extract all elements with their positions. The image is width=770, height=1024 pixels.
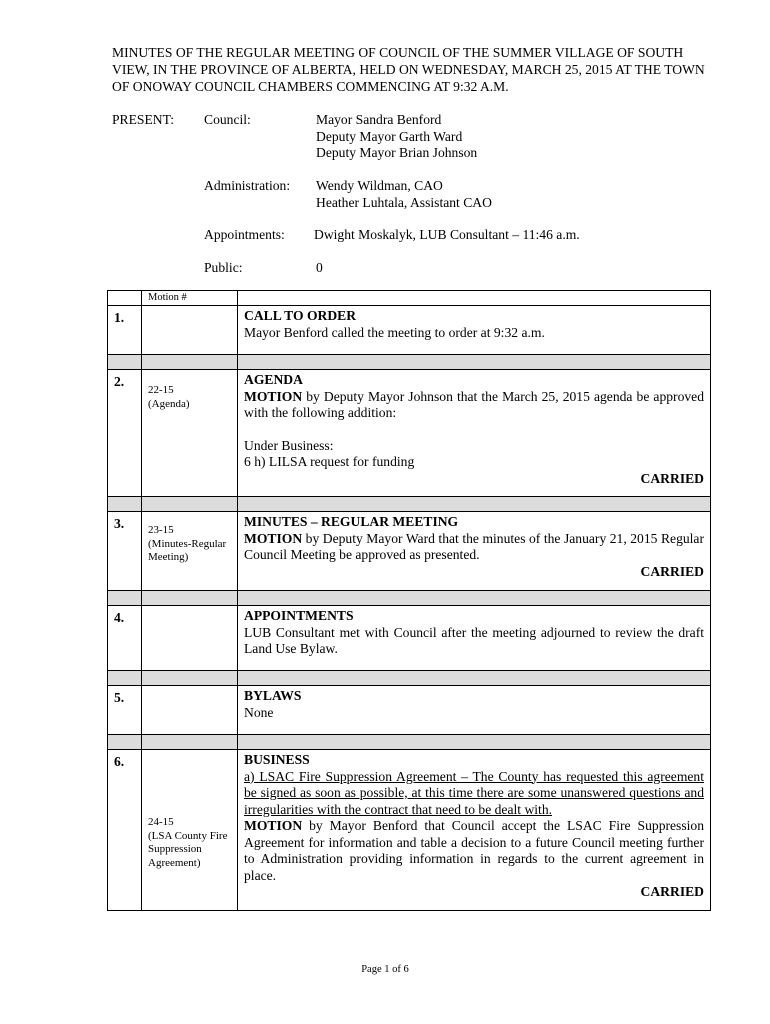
carried-label: CARRIED: [640, 563, 704, 579]
separator-row: [108, 735, 711, 750]
admin-list: [316, 178, 492, 211]
motion-word: MOTION: [244, 388, 303, 404]
motion-text: by Deputy Mayor Johnson that the March 25, 2015 agenda be approved with the following addition:: [244, 388, 704, 420]
council-member: Deputy Mayor Brian Johnson: [316, 145, 478, 160]
separator-row: [108, 355, 711, 370]
item-heading: BUSINESS: [244, 752, 310, 767]
agenda-item-row: [108, 686, 711, 735]
item-heading: APPOINTMENTS: [244, 608, 354, 623]
appointments-value: Dwight Moskalyk, LUB Consultant – 11:46 a.m.: [314, 227, 580, 242]
motion-ref: [142, 512, 237, 565]
agenda-item-row: [108, 606, 711, 671]
page-title: MINUTES OF THE REGULAR MEETING OF COUNCIL OF THE SUMMER VILLAGE OF SOUTH VIEW, IN THE PROVINCE OF ALBERTA, HELD ON WEDNESDAY, MARCH 25, 2015 AT THE TOWN OF ONOWAY COUNCIL CHAMBERS COMMENCING AT 9:32 A.M.: [112, 45, 705, 94]
admin-member: Wendy Wildman, CAO: [316, 178, 443, 193]
motion-header: Motion #: [148, 292, 187, 303]
council-member: Deputy Mayor Garth Ward: [316, 128, 463, 144]
item-number: 4.: [114, 610, 125, 625]
motion-ref: [142, 750, 237, 870]
motion-title: Agreement): [148, 856, 201, 869]
separator-row: [108, 497, 711, 512]
motion-text: by Mayor Benford that Council accept the LSAC Fire Suppression Agreement for information and table a decision to a future Council meeting further to Administration providing information in regards to the current agreement in place.: [244, 818, 704, 883]
carried-label: CARRIED: [640, 470, 704, 486]
public-label: Public:: [204, 260, 243, 275]
agenda-item-row: [108, 750, 711, 911]
motion-word: MOTION: [244, 818, 303, 833]
item-heading: BYLAWS: [244, 688, 302, 703]
item-number: 3.: [114, 516, 125, 531]
item-extra: 6 h) LILSA request for funding: [244, 454, 415, 469]
public-value: 0: [316, 260, 323, 275]
item-heading: CALL TO ORDER: [244, 308, 357, 323]
item-number: 6.: [114, 754, 125, 769]
page-footer: Page 1 of 6: [361, 964, 409, 975]
motion-text: by Deputy Mayor Ward that the minutes of the January 21, 2015 Regular Council Meeting be approved as presented.: [244, 530, 704, 562]
item-text: Mayor Benford called the meeting to order at 9:32 a.m.: [244, 324, 545, 340]
item-text: [244, 531, 704, 564]
item-heading: MINUTES – REGULAR MEETING: [244, 514, 459, 529]
motion-title: (Agenda): [148, 397, 190, 410]
agenda-item-row: [108, 512, 711, 591]
motion-number: 23-15: [148, 524, 174, 536]
agenda-item-row: [108, 306, 711, 355]
motion-title: (Minutes-Regular: [148, 537, 227, 550]
admin-member: Heather Luhtala, Assistant CAO: [316, 194, 492, 210]
agenda-item-row: [108, 370, 711, 497]
motion-ref: [142, 370, 237, 411]
business-subitem: a) LSAC Fire Suppression Agreement – The County has requested this agreement be signed as soon as possible, at this time there are some unanswered questions and irregularities with the contract that need to be dealt with.: [244, 768, 704, 817]
item-number: 1.: [114, 310, 125, 325]
separator-row: [108, 591, 711, 606]
table-header-row: [108, 291, 711, 306]
admin-label: Administration:: [204, 178, 291, 193]
item-text: LUB Consultant met with Council after the meeting adjourned to review the draft Land Use Bylaw.: [244, 624, 704, 656]
motion-word: MOTION: [244, 530, 303, 546]
appointments-label: Appointments:: [204, 227, 285, 242]
motion-number: 22-15: [148, 384, 174, 396]
item-extra: Under Business:: [244, 437, 334, 453]
motion-title: Suppression: [148, 843, 202, 855]
item-heading: AGENDA: [244, 372, 303, 387]
council-label: Council:: [204, 112, 251, 127]
motion-number: 24-15: [148, 816, 174, 828]
present-label: PRESENT:: [112, 112, 175, 127]
motion-title: Meeting): [148, 551, 189, 563]
item-text: [244, 389, 704, 422]
separator-row: [108, 671, 711, 686]
item-text: None: [244, 704, 274, 720]
carried-label: CARRIED: [640, 884, 704, 899]
item-text: [244, 818, 704, 884]
item-number: 5.: [114, 690, 125, 705]
council-list: [316, 112, 477, 162]
minutes-table: [107, 290, 711, 911]
council-member: Mayor Sandra Benford: [316, 112, 442, 127]
motion-title: (LSA County Fire: [148, 829, 228, 842]
item-number: 2.: [114, 374, 125, 389]
